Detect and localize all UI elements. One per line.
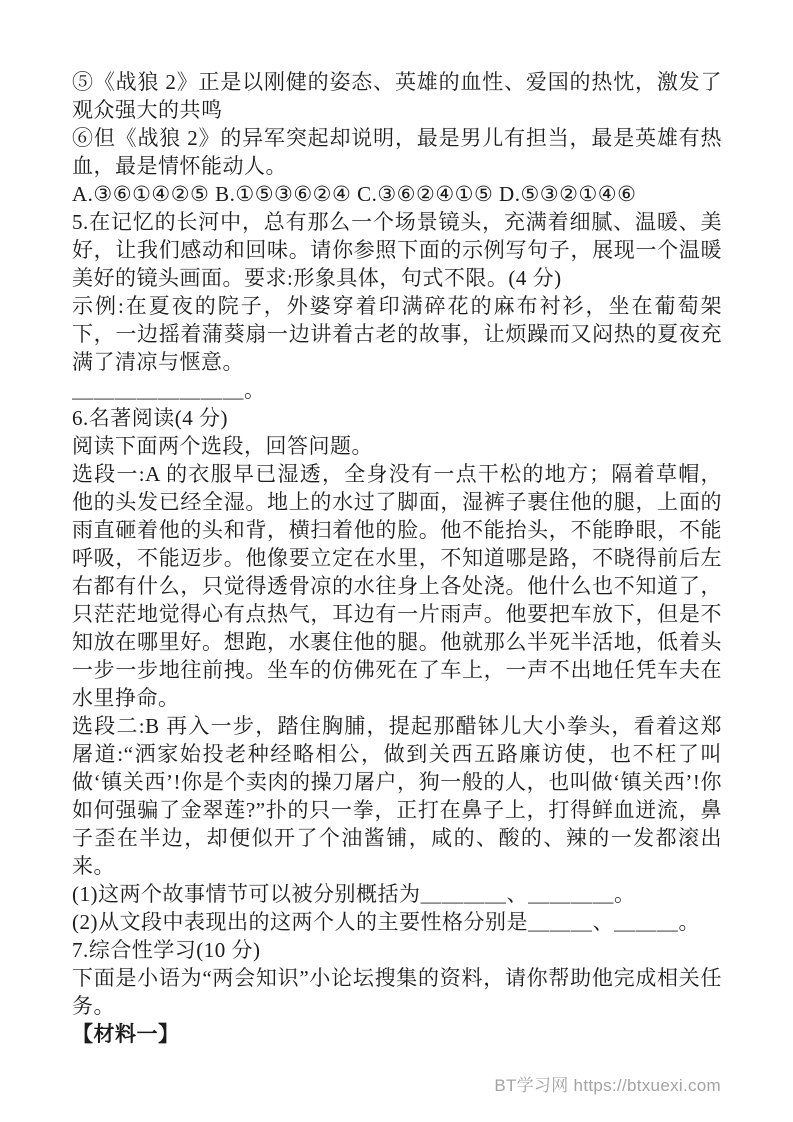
passage-two: 选段二:B 再入一步，踏住胸脯，提起那醋钵儿大小拳头，看着这郑屠道:“洒家始投老种经略相公，做到关西五路廉访使，也不枉了叫做‘镇关西’!你是个卖肉的操刀屠户，狗一般的人，也叫做‘镇关西’!你如何强骗了金翠莲?”扑的只一拳，正打在鼻子上，打得鲜血迸流，鼻子歪在半边，却便似开了个油酱铺，咸的、酸的、辣的一发都滚出来。 xyxy=(72,714,722,878)
question-6-title: 6.名著阅读(4 分) xyxy=(72,406,228,430)
passage-one: 选段一:A 的衣服早已湿透，全身没有一点干松的地方；隔着草帽，他的头发已经全湿。地上的水过了脚面，湿裤子裹住他的腿，上面的雨直砸着他的头和背，横扫着他的脸。他不能抬头，不能睁眼，不能呼吸，不能迈步。他像要立定在水里，不知道哪是路，不晓得前后左右都有什么，只觉得透骨凉的水往身上各处浇。他什么也不知道了，只茫茫地觉得心有点热气，耳边有一片雨声。他要把车放下，但是不知放在哪里好。想跑，水裹住他的腿。他就那么半死半活地，低着头一步一步地往前拽。坐车的仿佛死在了车上，一声不出地任凭车夫在水里挣命。 xyxy=(72,462,722,710)
question-6-intro: 阅读下面两个选段，回答问题。 xyxy=(72,434,373,458)
watermark-footer: BT学习网 https://btxuexi.com xyxy=(494,1076,721,1095)
sort-sentence-5: ⑤《战狼 2》正是以刚健的姿态、英雄的血性、爱国的热忱，激发了观众强大的共鸣 xyxy=(72,70,722,122)
choice-options: A.③⑥①④②⑤ B.①⑤③⑥②④ C.③⑥②④①⑤ D.⑤③②①④⑥ xyxy=(72,182,637,206)
material-one-heading: 【材料一】 xyxy=(72,1022,180,1046)
question-6-sub-1: (1)这两个故事情节可以被分别概括为＿＿＿＿、＿＿＿＿。 xyxy=(72,882,636,906)
answer-blank-line: ＿＿＿＿＿＿＿＿。 xyxy=(72,378,266,402)
exam-content xyxy=(72,68,722,1048)
sort-sentence-6: ⑥但《战狼 2》的异军突起却说明，最是男儿有担当，最是英雄有热血，最是情怀能动人。 xyxy=(72,126,722,178)
question-5-example: 示例:在夏夜的院子，外婆穿着印满碎花的麻布衬衫，坐在葡萄架下，一边摇着蒲葵扇一边讲着古老的故事，让烦躁而又闷热的夏夜充满了清凉与惬意。 xyxy=(72,294,722,374)
question-7-intro: 下面是小语为“两会知识”小论坛搜集的资料，请你帮助他完成相关任务。 xyxy=(72,966,722,1018)
question-6-sub-2: (2)从文段中表现出的这两个人的主要性格分别是＿＿＿、＿＿＿。 xyxy=(72,910,700,934)
question-5: 5.在记忆的长河中，总有那么一个场景镜头，充满着细腻、温暖、美好，让我们感动和回味。请你参照下面的示例写句子，展现一个温暖美好的镜头画面。要求:形象具体，句式不限。(4 分) xyxy=(72,210,722,290)
question-7-title: 7.综合性学习(10 分) xyxy=(72,938,261,962)
